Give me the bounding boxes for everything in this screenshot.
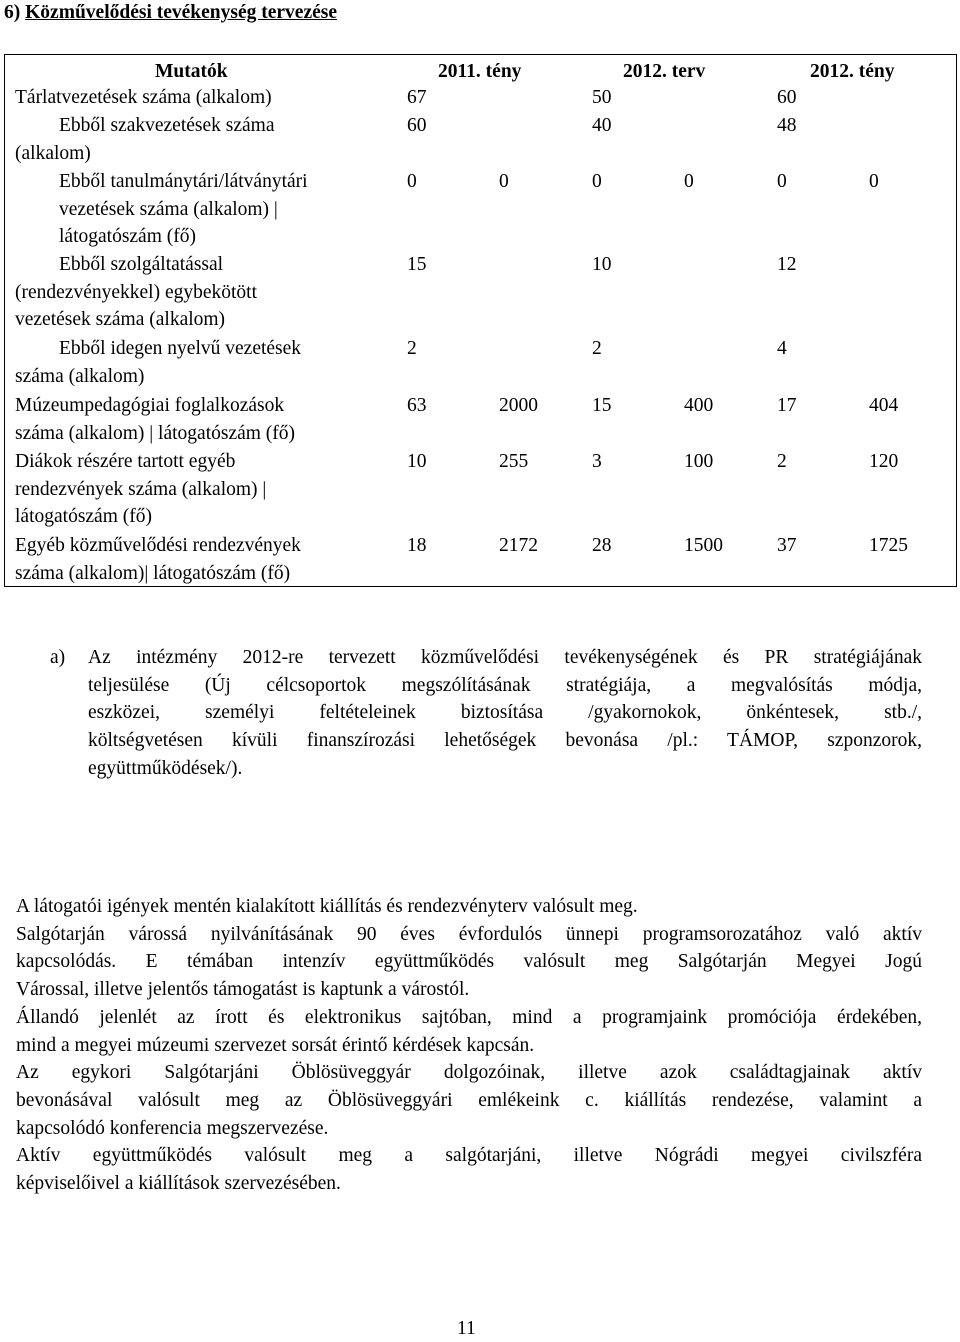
value-cell: 63 — [407, 395, 427, 416]
value-cell: 60 — [777, 87, 797, 108]
value-cell: 17 — [777, 395, 797, 416]
value-cell: 120 — [869, 451, 899, 472]
value-cell: 255 — [499, 451, 529, 472]
value-cell: 12 — [777, 254, 797, 275]
value-cell: 37 — [777, 535, 797, 556]
row-label: Egyéb közművelődési rendezvények száma (alkalom)| látogatószám (fő) — [15, 535, 301, 584]
value-cell: 0 — [684, 171, 694, 192]
item-a-text: Az intézmény 2012-re tervezett közművelődési tevékenységének és PR stratégiájának teljesülése (Új célcsoportok megszólításának stratégiája, a megvalósítás módja, eszközei, személyi feltételeinek biztosítása /gyakornokok, önkéntesek, stb./, költségvetésen kívüli finanszírozási lehetőségek bevonása /pl.: TÁMOP, szponzorok, együttműködések/). — [88, 647, 922, 779]
value-cell: 15 — [592, 395, 612, 416]
value-cell: 2 — [407, 338, 417, 359]
value-cell: 18 — [407, 535, 427, 556]
value-cell: 0 — [869, 171, 879, 192]
row-label: Tárlatvezetések száma (alkalom) — [15, 87, 272, 108]
value-cell: 2 — [777, 451, 787, 472]
indicator-table — [4, 54, 957, 587]
value-cell: 0 — [499, 171, 509, 192]
value-cell: 50 — [592, 87, 612, 108]
page-number: 11 — [457, 1318, 476, 1339]
column-header-2011-teny: 2011. tény — [438, 61, 522, 82]
value-cell: 404 — [869, 395, 899, 416]
value-cell: 40 — [592, 115, 612, 136]
item-a-marker: a) — [50, 647, 66, 668]
value-cell: 4 — [777, 338, 787, 359]
value-cell: 0 — [592, 171, 602, 192]
section-heading — [4, 0, 337, 26]
row-label: Diákok részére tartott egyéb rendezvények száma (alkalom) | látogatószám (fő) — [15, 451, 267, 528]
value-cell: 0 — [777, 171, 787, 192]
row-label: Ebből tanulmánytári/látványtári vezetések száma (alkalom) | látogatószám (fő) — [59, 171, 308, 248]
row-label: Ebből szolgáltatással (rendezvényekkel) egybekötött vezetések száma (alkalom) — [15, 254, 258, 331]
value-cell: 2 — [592, 338, 602, 359]
row-label: Ebből idegen nyelvű vezetések száma (alkalom) — [15, 338, 302, 387]
value-cell: 28 — [592, 535, 612, 556]
value-cell: 60 — [407, 115, 427, 136]
body-text: A látogatói igények mentén kialakított kiállítás és rendezvényterv valósult meg. Salgótarján várossá nyilvánításának 90 éves évfordulós ünnepi programsorozatához való aktív kapcsolódás. E témában intenzív együttműködés valósult meg Salgótarján Megyei Jogú Várossal, illetve jelentős támogatást is kaptunk a várostól. Állandó jelenlét az írott és elektronikus sajtóban, mind a programjaink promóciója érdekében, mind a megyei múzeumi szervezet sorsát érintő kérdések kapcsán. Az egykori Salgótarjáni Öblösüveggyár dolgozóinak, illetve azok családtagjainak aktív bevonásával valósult meg az Öblösüveggyári emlékeink c. kiállítás rendezése, valamint a kapcsolódó konferencia megszervezése. Aktív együttműködés valósult meg a salgótarjáni, illetve Nógrádi megyei civilszféra képviselőivel a kiállítások szervezésében. — [16, 896, 922, 1195]
value-cell: 48 — [777, 115, 797, 136]
value-cell: 2000 — [499, 395, 538, 416]
section-number: 6) — [4, 2, 21, 23]
section-title: Közművelődési tevékenység tervezése — [25, 2, 338, 23]
value-cell: 10 — [592, 254, 612, 275]
value-cell: 15 — [407, 254, 427, 275]
column-header-mutatok: Mutatók — [155, 61, 228, 82]
value-cell: 1500 — [684, 535, 723, 556]
value-cell: 2172 — [499, 535, 538, 556]
value-cell: 100 — [684, 451, 714, 472]
row-label: Múzeumpedagógiai foglalkozások száma (alkalom) | látogatószám (fő) — [15, 395, 296, 444]
value-cell: 400 — [684, 395, 714, 416]
value-cell: 67 — [407, 87, 427, 108]
value-cell: 10 — [407, 451, 427, 472]
value-cell: 0 — [407, 171, 417, 192]
column-header-2012-terv: 2012. terv — [623, 61, 706, 82]
column-header-2012-teny: 2012. tény — [810, 61, 895, 82]
row-label: Ebből szakvezetések száma (alkalom) — [15, 115, 275, 164]
value-cell: 1725 — [869, 535, 908, 556]
value-cell: 3 — [592, 451, 602, 472]
